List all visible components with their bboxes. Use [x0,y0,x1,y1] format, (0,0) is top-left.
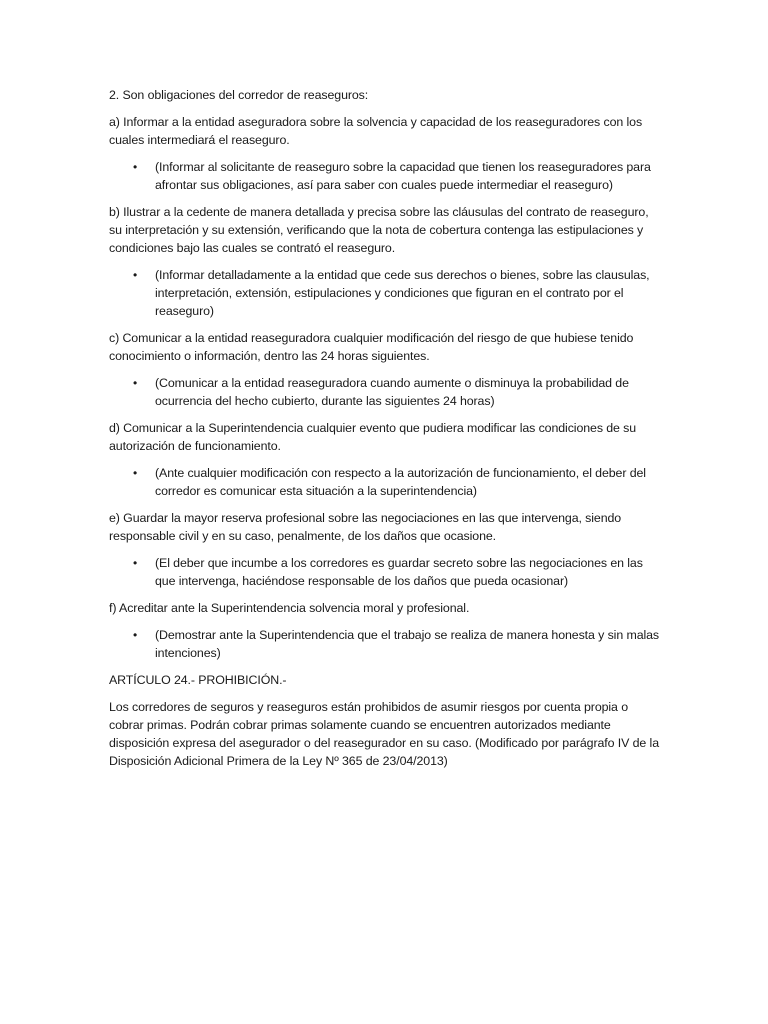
note-list-b [109,266,661,320]
obligation-f: f) Acreditar ante la Superintendencia solvencia moral y profesional. [109,601,470,615]
note-text: (Informar al solicitante de reaseguro sobre la capacidad que tienen los reaseguradores para afrontar sus obligaciones, así para saber con cuales puede intermediar el reaseguro) [155,160,651,192]
note-e [109,554,661,590]
note-list-c [109,374,661,410]
article-body: Los corredores de seguros y reaseguros están prohibidos de asumir riesgos por cuenta propia o cobrar primas. Podrán cobrar primas solamente cuando se encuentren autorizados mediante disposición expresa del asegurador o del reasegurador en su caso. (Modificado por parágrafo IV de la Disposición Adicional Primera de la Ley Nº 365 de 23/04/2013) [109,700,659,768]
bullet-icon: • [133,160,138,174]
article-title: ARTÍCULO 24.- PROHIBICIÓN.- [109,673,287,687]
obligation-c: c) Comunicar a la entidad reaseguradora cualquier modificación del riesgo de que hubiese tenido conocimiento o información, dentro las 24 horas siguientes. [109,331,634,363]
note-list-e [109,554,661,590]
note-list-d [109,464,661,500]
note-list-a [109,158,661,194]
note-d [109,464,661,500]
document-body [109,86,661,779]
note-b [109,266,661,320]
bullet-icon: • [133,376,138,390]
bullet-icon: • [133,268,138,282]
section-heading: 2. Son obligaciones del corredor de reaseguros: [109,88,369,102]
note-text: (Demostrar ante la Superintendencia que el trabajo se realiza de manera honesta y sin malas intenciones) [155,628,660,660]
note-text: (Comunicar a la entidad reaseguradora cuando aumente o disminuya la probabilidad de ocurrencia del hecho cubierto, durante las siguientes 24 horas) [155,376,629,408]
bullet-icon: • [133,466,138,480]
note-text: (Informar detalladamente a la entidad que cede sus derechos o bienes, sobre las clausulas, interpretación, extensión, estipulaciones y condiciones que figuran en el contrato por el reaseguro) [155,268,650,318]
bullet-icon: • [133,628,138,642]
note-f [109,626,661,662]
obligation-b: b) Ilustrar a la cedente de manera detallada y precisa sobre las cláusulas del contrato de reaseguro, su interpretación y su extensión, verificando que la nota de cobertura contenga las estipulaciones y condiciones bajo las cuales se contrató el reaseguro. [109,205,649,255]
bullet-icon: • [133,556,138,570]
note-text: (El deber que incumbe a los corredores es guardar secreto sobre las negociaciones en las que intervenga, haciéndose responsable de los daños que pueda ocasionar) [155,556,643,588]
obligation-d: d) Comunicar a la Superintendencia cualquier evento que pudiera modificar las condiciones de su autorización de funcionamiento. [109,421,637,453]
obligation-a: a) Informar a la entidad aseguradora sobre la solvencia y capacidad de los reaseguradores con los cuales intermediará el reaseguro. [109,115,643,147]
note-text: (Ante cualquier modificación con respecto a la autorización de funcionamiento, el deber del corredor es comunicar esta situación a la superintendencia) [155,466,646,498]
note-list-f [109,626,661,662]
note-a [109,158,661,194]
note-c [109,374,661,410]
obligation-e: e) Guardar la mayor reserva profesional sobre las negociaciones en las que intervenga, siendo responsable civil y en su caso, penalmente, de los daños que ocasione. [109,511,622,543]
